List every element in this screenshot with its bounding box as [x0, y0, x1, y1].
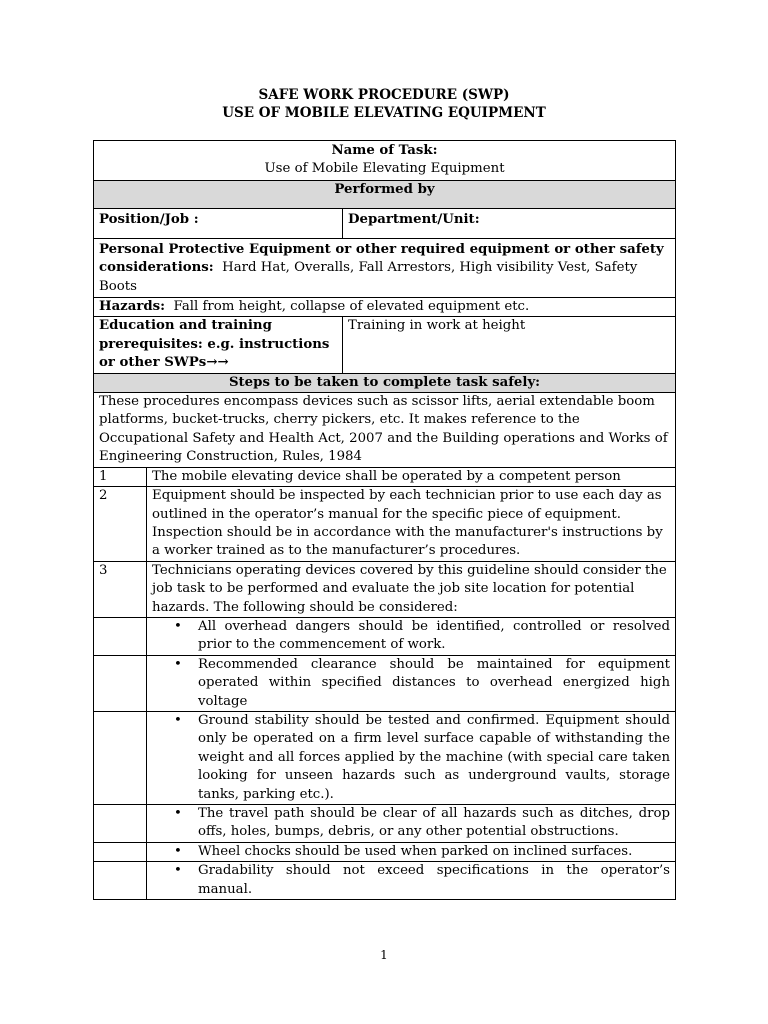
- hazards-label: Hazards:: [99, 299, 166, 315]
- education-row: [94, 317, 676, 373]
- step-text: The mobile elevating device shall be operated by a competent person: [147, 467, 676, 486]
- bullet-row-4: [94, 805, 676, 843]
- bullet-icon: •: [174, 656, 182, 672]
- swp-table: [93, 140, 676, 900]
- bullet-icon: •: [174, 806, 182, 821]
- position-job-label: Position/Job :: [94, 208, 343, 238]
- name-of-task-label: Name of Task:: [331, 143, 438, 158]
- name-of-task-value: Use of Mobile Elevating Equipment: [264, 161, 505, 177]
- arrow-icon: →→: [206, 355, 229, 371]
- bullet-text: The travel path should be clear of all hazards such as ditches, drop offs, holes, bumps, debris, or any other potential obstructions.: [198, 806, 671, 840]
- step-text: Technicians operating devices covered by this guideline should consider the job task to be performed and evaluate the job site location for potential hazards. The following should be considered:: [147, 561, 676, 617]
- step-text: Equipment should be inspected by each technician prior to use each day as outlined in the operator’s manual for the specific piece of equipment. Inspection should be in accordance with the manufacturer's instructions by a worker trained as to the manufacturer’s procedures.: [147, 487, 676, 562]
- bullet-row-3: [94, 711, 676, 804]
- bullet-row-1: [94, 617, 676, 655]
- name-of-task-row: [94, 141, 676, 181]
- bullet-text: Wheel chocks should be used when parked on inclined surfaces.: [198, 843, 633, 859]
- hazards-value: Fall from height, collapse of elevated equipment etc.: [173, 299, 530, 315]
- bullet-row-5: [94, 842, 676, 861]
- bullet-icon: •: [174, 618, 182, 634]
- step-number: 3: [94, 561, 147, 617]
- bullet-icon: •: [174, 843, 182, 859]
- step-number: 1: [94, 467, 147, 486]
- document-subtitle: USE OF MOBILE ELEVATING EQUIPMENT: [222, 105, 546, 121]
- performed-by-header: Performed by: [94, 180, 676, 208]
- bullet-row-2: [94, 655, 676, 711]
- ppe-value: Hard Hat, Overalls, Fall Arrestors, High visibility Vest, Safety Boots: [99, 260, 638, 294]
- steps-header: Steps to be taken to complete task safely:: [94, 373, 676, 392]
- education-label: Education and training prerequisites: e.g. instructions or other SWPs: [99, 318, 330, 371]
- bullet-icon: •: [174, 712, 182, 728]
- department-unit-label: Department/Unit:: [343, 208, 676, 238]
- bullet-text: Ground stability should be tested and confirmed. Equipment should only be operated on a firm level surface capable of withstanding the weight and all forces applied by the machine (with special care taken looking for unseen hazards such as underground vaults, storage tanks, parking etc.).: [198, 712, 671, 802]
- position-department-row: [94, 208, 676, 238]
- bullet-text: Recommended clearance should be maintained for equipment operated within specified distances to overhead energized high voltage: [198, 656, 671, 709]
- hazards-row: [94, 298, 676, 317]
- bullet-text: All overhead dangers should be identified, controlled or resolved prior to the commencement of work.: [198, 618, 671, 653]
- bullet-text: Gradability should not exceed specifications in the operator’s manual.: [198, 863, 671, 897]
- document-title: SAFE WORK PROCEDURE (SWP): [258, 87, 510, 103]
- step-row-1: [94, 467, 676, 486]
- intro-row: [94, 393, 676, 468]
- bullet-row-6: [94, 862, 676, 900]
- performed-by-row: [94, 180, 676, 208]
- page-number: 1: [380, 948, 388, 962]
- step-number: 2: [94, 487, 147, 562]
- education-value: Training in work at height: [343, 317, 676, 373]
- step-row-3: [94, 561, 676, 617]
- ppe-row: [94, 238, 676, 297]
- bullet-icon: •: [174, 863, 182, 879]
- steps-intro: These procedures encompass devices such as scissor lifts, aerial extendable boom platforms, bucket-trucks, cherry pickers, etc. It makes reference to the Occupational Safety and Health Act, 2007 and the Building operations and Works of Engineering Construction, Rules, 1984: [94, 393, 676, 468]
- ppe-label: Personal Protective Equipment or other required equipment or other safety considerations:: [99, 241, 664, 276]
- step-row-2: [94, 487, 676, 562]
- steps-header-row: [94, 373, 676, 392]
